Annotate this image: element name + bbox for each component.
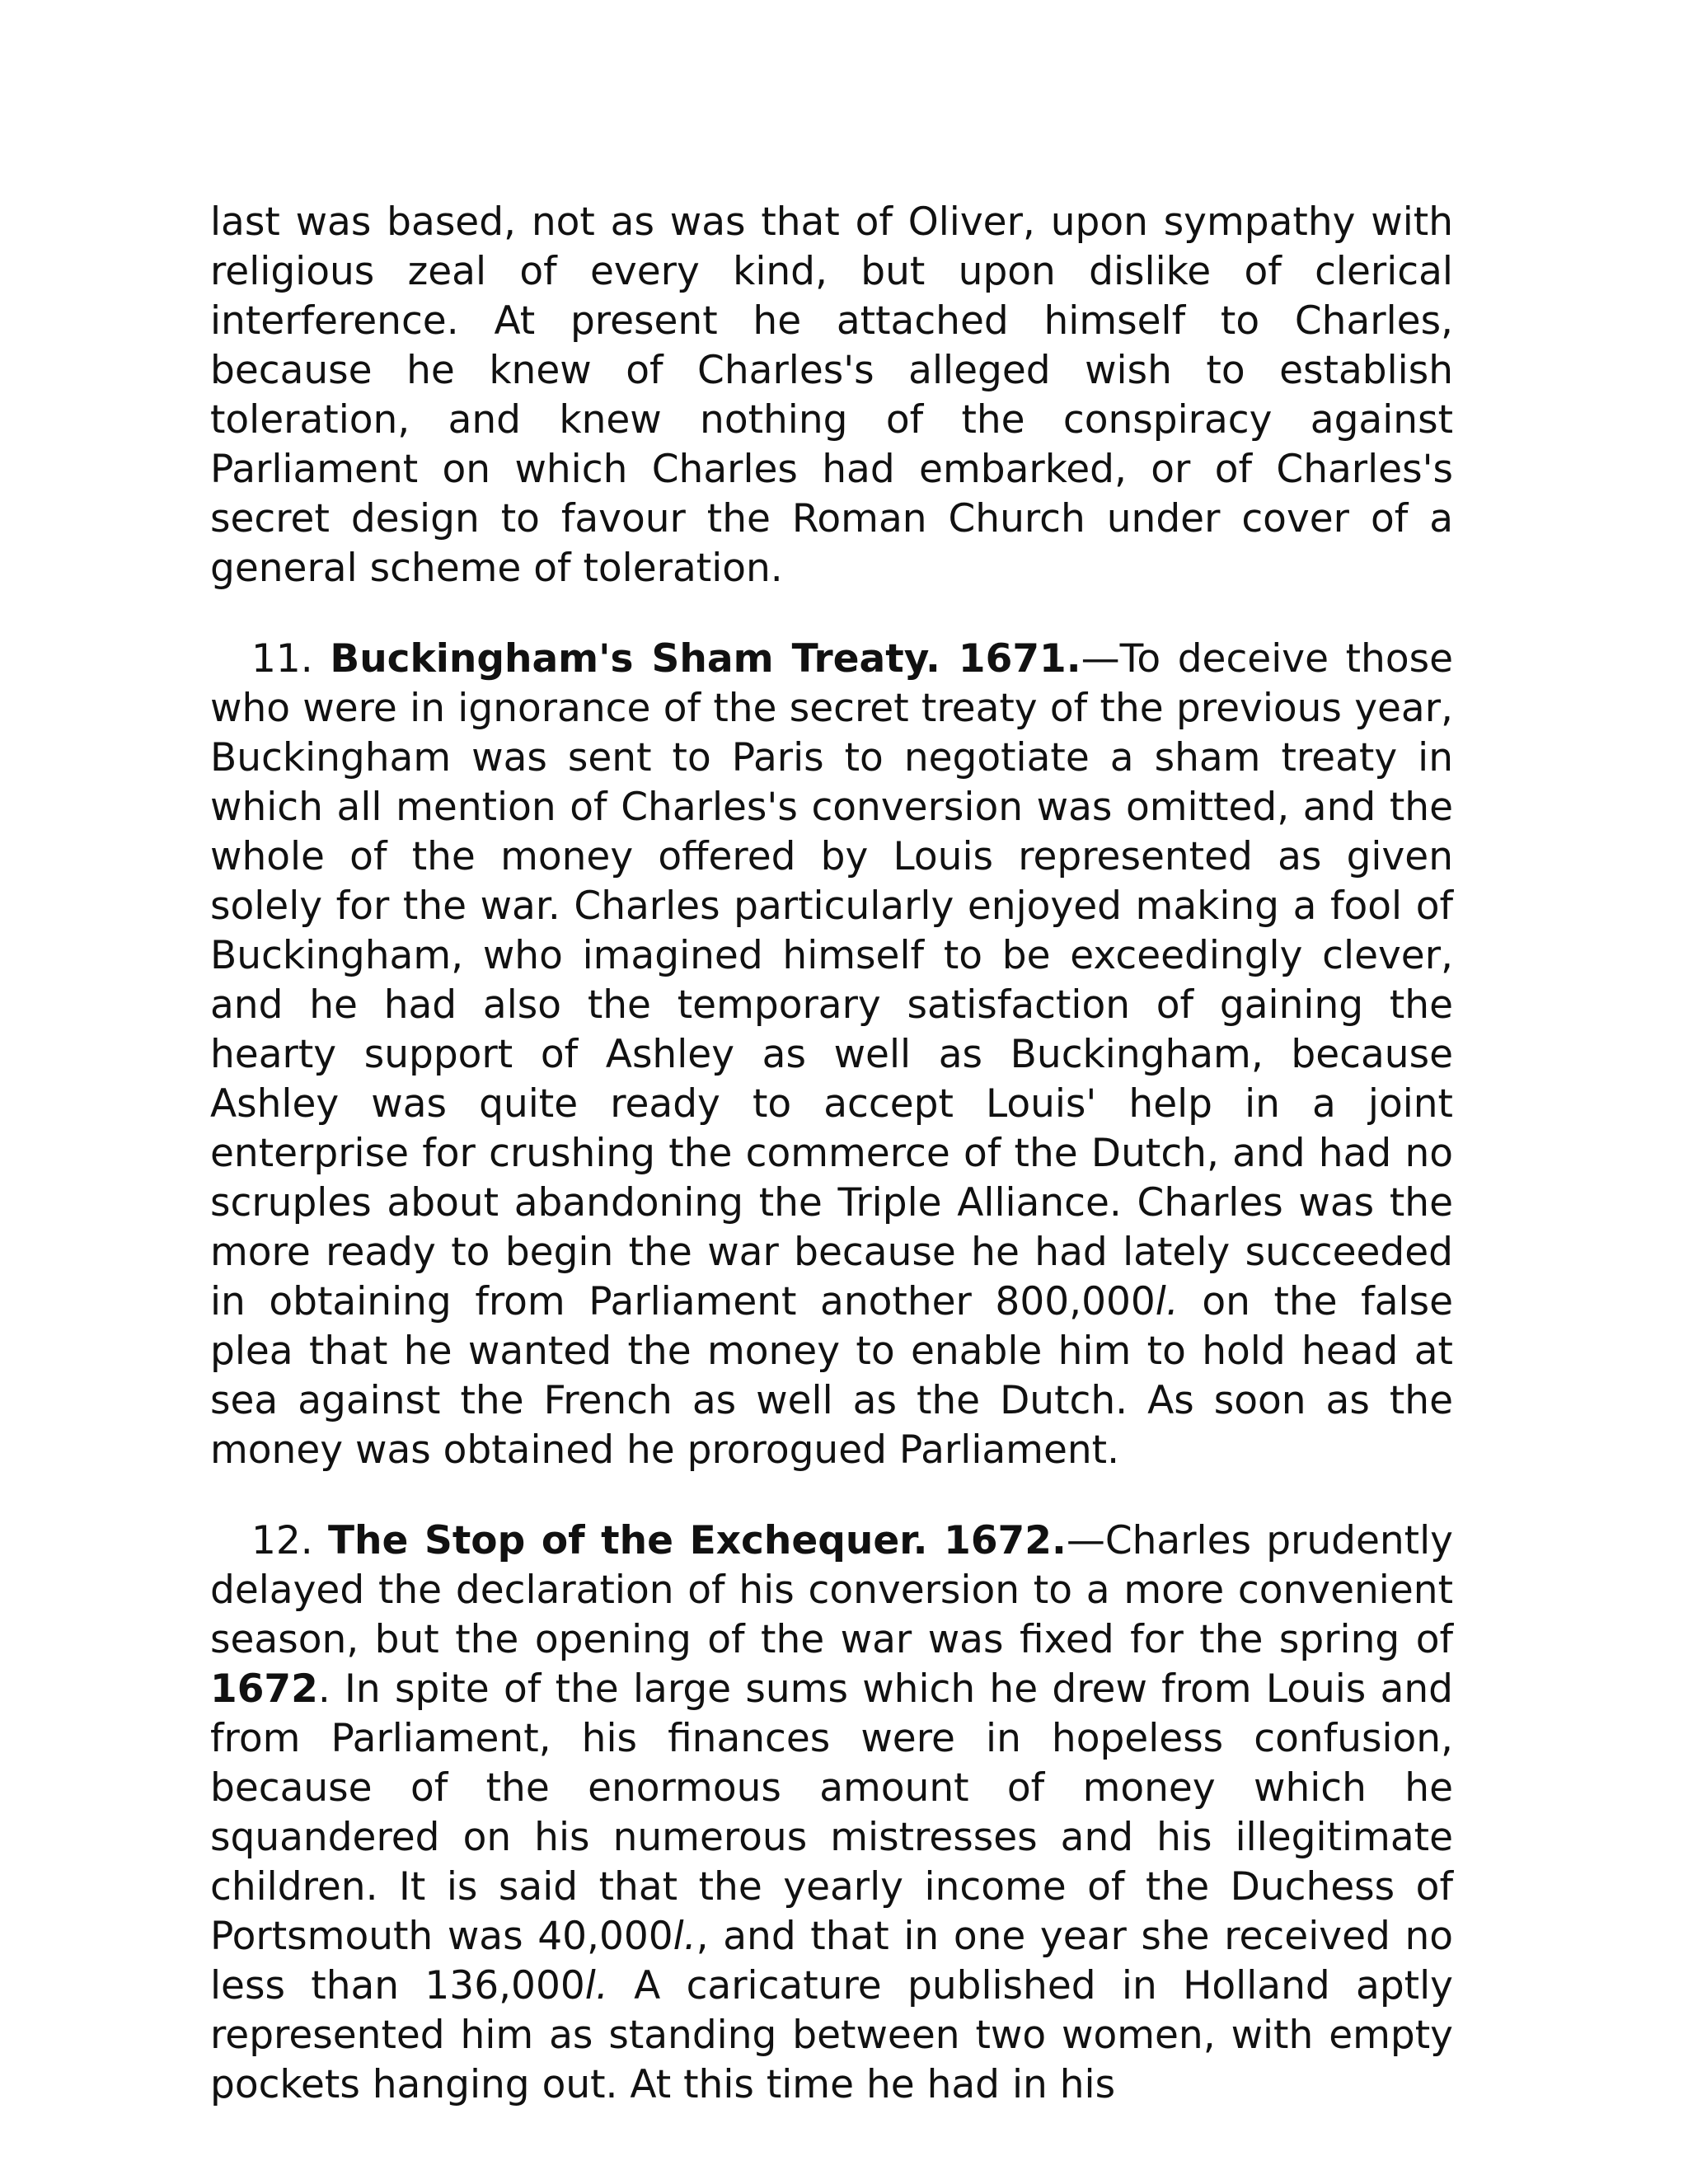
section-number: 11. <box>251 636 313 682</box>
paragraph-11 <box>210 635 1453 1475</box>
paragraph-text: —To deceive those who were in ignorance of the secret treaty of the previous year, Buckingham was sent to Paris to negotiate a sham treaty in which all mention of Charles's conversion was omitted, and the whole of the money offered by Louis represented as given solely for the war. Charles particularly enjoyed making a fool of Buckingham, who imagined himself to be exceedingly clever, and he had also the temporary satisfaction of gaining the hearty support of Ashley as well as Buckingham, because Ashley was quite ready to accept Louis' help in a joint enterprise for crushing the commerce of the Dutch, and had no scruples about abandoning the Triple Alliance. Charles was the more ready to begin the war because he had lately succeeded in obtaining from Parliament another 800,000 <box>210 636 1453 1324</box>
pound-symbol: l. <box>584 1963 608 2008</box>
paragraph-continuation: last was based, not as was that of Oliver, upon sympathy with religious zeal of every kind, but upon dislike of clerical interference. At present he attached himself to Charles, because he knew of Charles's alleged wish to establish toleration, and knew nothing of the conspiracy against Parliament on which Charles had embarked, or of Charles's secret design to favour the Roman Church under cover of a general scheme of toleration. <box>210 199 1453 591</box>
bold-year: 1672 <box>210 1666 318 1712</box>
paragraph-text: A caricature published in Holland aptly represented him as standing between two women, with empty pockets hanging out. At this time he had in his <box>210 1963 1453 2107</box>
section-heading: The Stop of the Exchequer. 1672. <box>327 1518 1067 1563</box>
paragraph-text: on the false plea that he wanted the money to enable him to hold head at sea against the French as well as the Dutch. As soon as the money was obtained he prorogued Parliament. <box>210 1279 1453 1473</box>
paragraph-text: —Charles prudently delayed the declaration of his conversion to a more convenient season, but the opening of the war was fixed for the spring of <box>210 1518 1453 1662</box>
paragraph-12 <box>210 1516 1453 2110</box>
page-body <box>210 198 1453 2110</box>
pound-symbol: l. <box>1155 1279 1179 1324</box>
section-number: 12. <box>251 1518 313 1563</box>
pound-symbol: l. <box>673 1914 696 1959</box>
paragraph-text: , and that in one year she received no less than 136,000 <box>210 1914 1453 2008</box>
section-heading: Buckingham's Sham Treaty. 1671. <box>330 636 1081 682</box>
paragraph-text: . In spite of the large sums which he drew from Louis and from Parliament, his finances were in hopeless confusion, because of the enormous amount of money which he squandered on his numerous mistresses and his illegitimate children. It is said that the yearly income of the Duchess of Portsmouth was 40,000 <box>210 1666 1453 1959</box>
